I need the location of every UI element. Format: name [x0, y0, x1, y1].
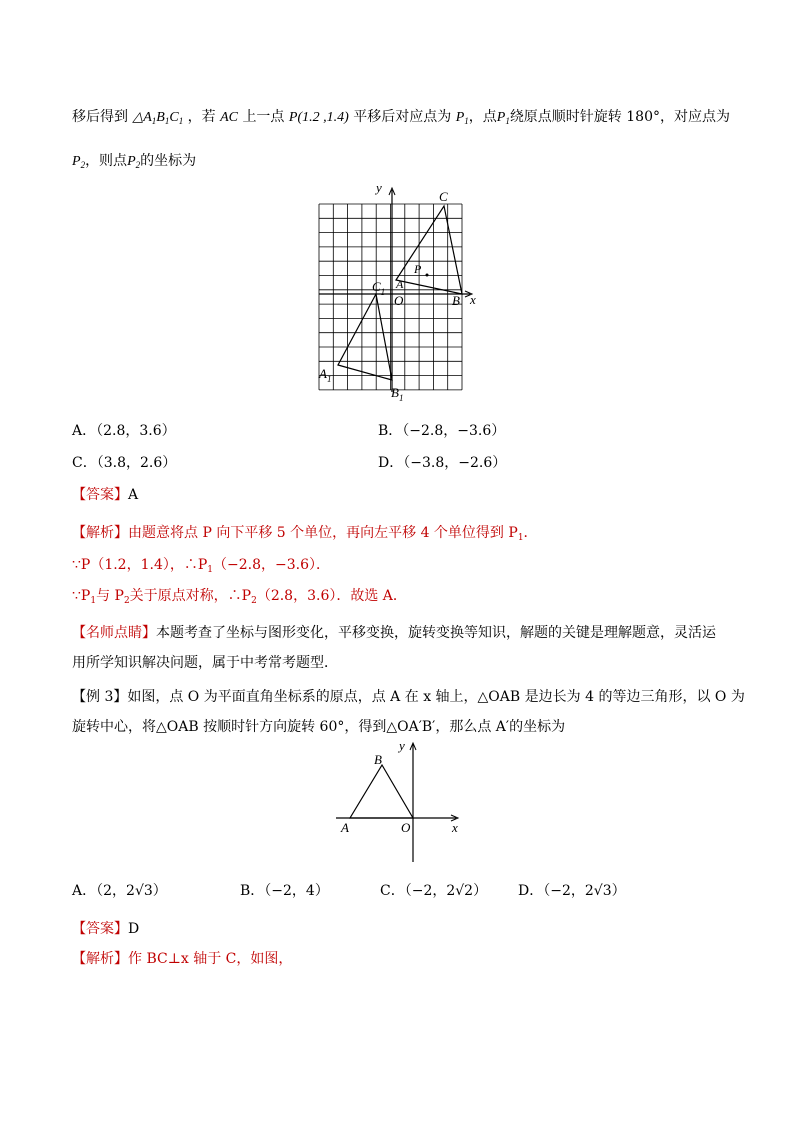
option-b[interactable]: B．（−2.8，−3.6） [378, 423, 506, 439]
point-a-label: A [396, 277, 404, 291]
x-axis-label-2: x [452, 820, 458, 835]
option-c[interactable]: C．（3.8，2.6） [72, 455, 177, 471]
example3-line-1: 【例 3】如图，点 O 为平面直角坐标系的原点，点 A 在 x 轴上，△OAB 是边长为 4 的等边三角形，以 O 为 [72, 689, 745, 705]
option-a[interactable]: A．（2.8，3.6） [72, 423, 176, 439]
ex3-option-c[interactable]: C．（−2，2√2） [380, 883, 488, 899]
point-b1-label: $B_1$ [391, 385, 404, 403]
comment-line-2: 用所学知识解决问题，属于中考常考题型． [72, 655, 338, 671]
point-c1-label: $C_1$ [372, 279, 386, 297]
figure-grid-triangles [310, 182, 490, 404]
ex3-option-d[interactable]: D．（−2，2√3） [518, 883, 626, 899]
origin-label-2: O [401, 820, 411, 835]
point-b-label-2: B [374, 752, 382, 767]
y-axis-label: y [376, 182, 382, 195]
problem-line-2: $P_2$，则点$P_2$的坐标为 [72, 153, 197, 170]
analysis-1-line-2: ∵P（1.2，1.4），$\therefore P_1(-2.8$，−3.6）． [72, 557, 331, 575]
point-a1-label: $A_1$ [319, 366, 332, 384]
comment-line-1: 【名师点睛】本题考查了坐标与图形变化，平移变换，旋转变换等知识，解题的关键是理解题意，灵活运 [72, 625, 716, 641]
analysis-1-line-3: $\because P_1$与 $P_2$关于原点对称，$\therefore P_2(2.8$，3.6）．故选 A． [72, 588, 407, 606]
triangle-a1b1c1: $\triangle A_1B_1C_1$ [132, 110, 184, 126]
y-axis-label-2: y [399, 740, 405, 753]
ex3-option-b[interactable]: B．（−2，4） [240, 883, 329, 899]
point-p-label: P [414, 262, 422, 276]
answer-1: 【答案】A [72, 487, 139, 503]
point-b-label: B [452, 293, 460, 308]
x-axis-label: x [470, 292, 476, 307]
origin-label: O [394, 293, 404, 308]
point-a-label-2: A [341, 820, 349, 835]
problem-line-1: 移后得到 $\triangle A_1B_1C_1$ ，若 AC 上一点 P(1.2 ,1.4) 平移后对应点为 $P_1$，点$P_1$绕原点顺时针旋转 180°，对应点为 [72, 109, 730, 126]
figure-equilateral-triangle [330, 740, 470, 868]
example3-line-2: 旋转中心，将△OAB 按顺时针方向旋转 60°，得到△OA′B′，那么点 A′的坐标为 [72, 719, 566, 735]
point-c-label: C [439, 189, 448, 204]
ex3-option-a[interactable]: A．（2，2√3） [72, 883, 167, 899]
analysis-1-line-1: 【解析】由题意将点 P 向下平移 5 个单位，再向左平移 4 个单位得到 $P_1$． [72, 525, 538, 543]
analysis-2-line-1: 【解析】作 BC⊥x 轴于 C，如图， [72, 951, 293, 967]
answer-2: 【答案】D [72, 921, 140, 937]
option-d[interactable]: D．（−3.8，−2.6） [378, 455, 507, 471]
